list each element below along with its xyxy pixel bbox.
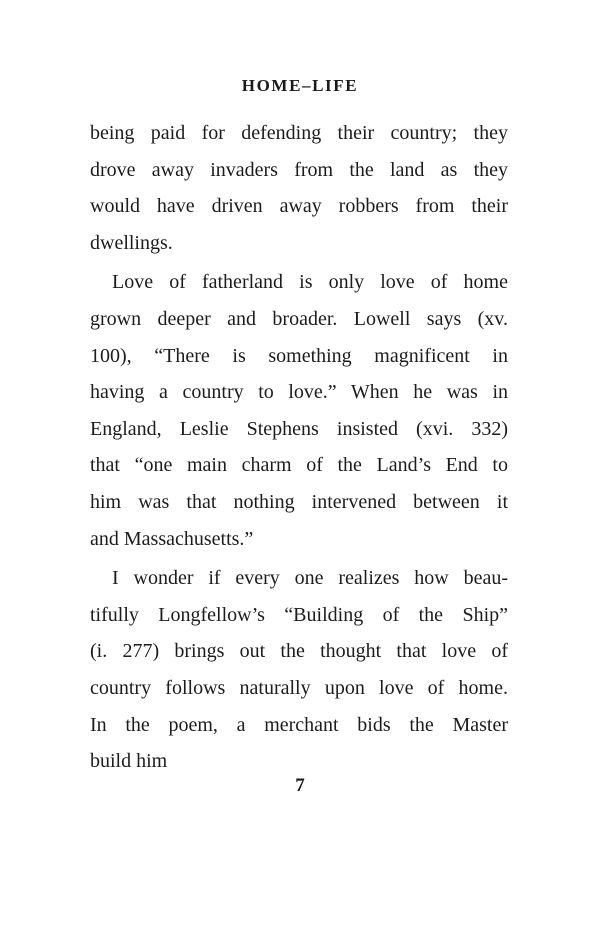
text-line: and Massachusetts.” (90, 527, 254, 550)
text-line: that “one main charm of the Land’s End to (90, 454, 508, 477)
text-line: country follows naturally upon love of home. (90, 676, 508, 699)
text-line: being paid for defending their country; they (90, 122, 508, 144)
text-line: Love of fatherland is only love of home (112, 271, 508, 294)
text-line: England, Leslie Stephens insisted (xvi. 332) (90, 417, 508, 440)
text-line: tifully Longfellow’s “Building of the Ship” (90, 603, 508, 626)
text-line: having a country to love.” When he was in (90, 381, 508, 404)
paragraph-3 (90, 560, 508, 780)
text-line: 100), “There is something magnificent in (90, 344, 508, 367)
text-line: him was that nothing intervened between it (90, 490, 508, 513)
text-line: would have driven away robbers from their (90, 195, 508, 218)
paragraph-2 (90, 264, 508, 557)
body-text (90, 115, 508, 780)
text-line: In the poem, a merchant bids the Master (90, 713, 508, 736)
text-line: grown deeper and broader. Lowell says (xv. (90, 307, 508, 330)
text-line: drove away invaders from the land as they (90, 158, 508, 181)
text-line: dwellings. (90, 231, 173, 254)
running-head: HOME–LIFE (241, 76, 359, 95)
text-line: (i. 277) brings out the thought that love of (90, 640, 508, 663)
text-line: I wonder if every one realizes how beau- (112, 567, 508, 590)
text-line: build him (90, 750, 168, 773)
paragraph-1 (90, 115, 508, 261)
page-number: 7 (295, 775, 305, 796)
